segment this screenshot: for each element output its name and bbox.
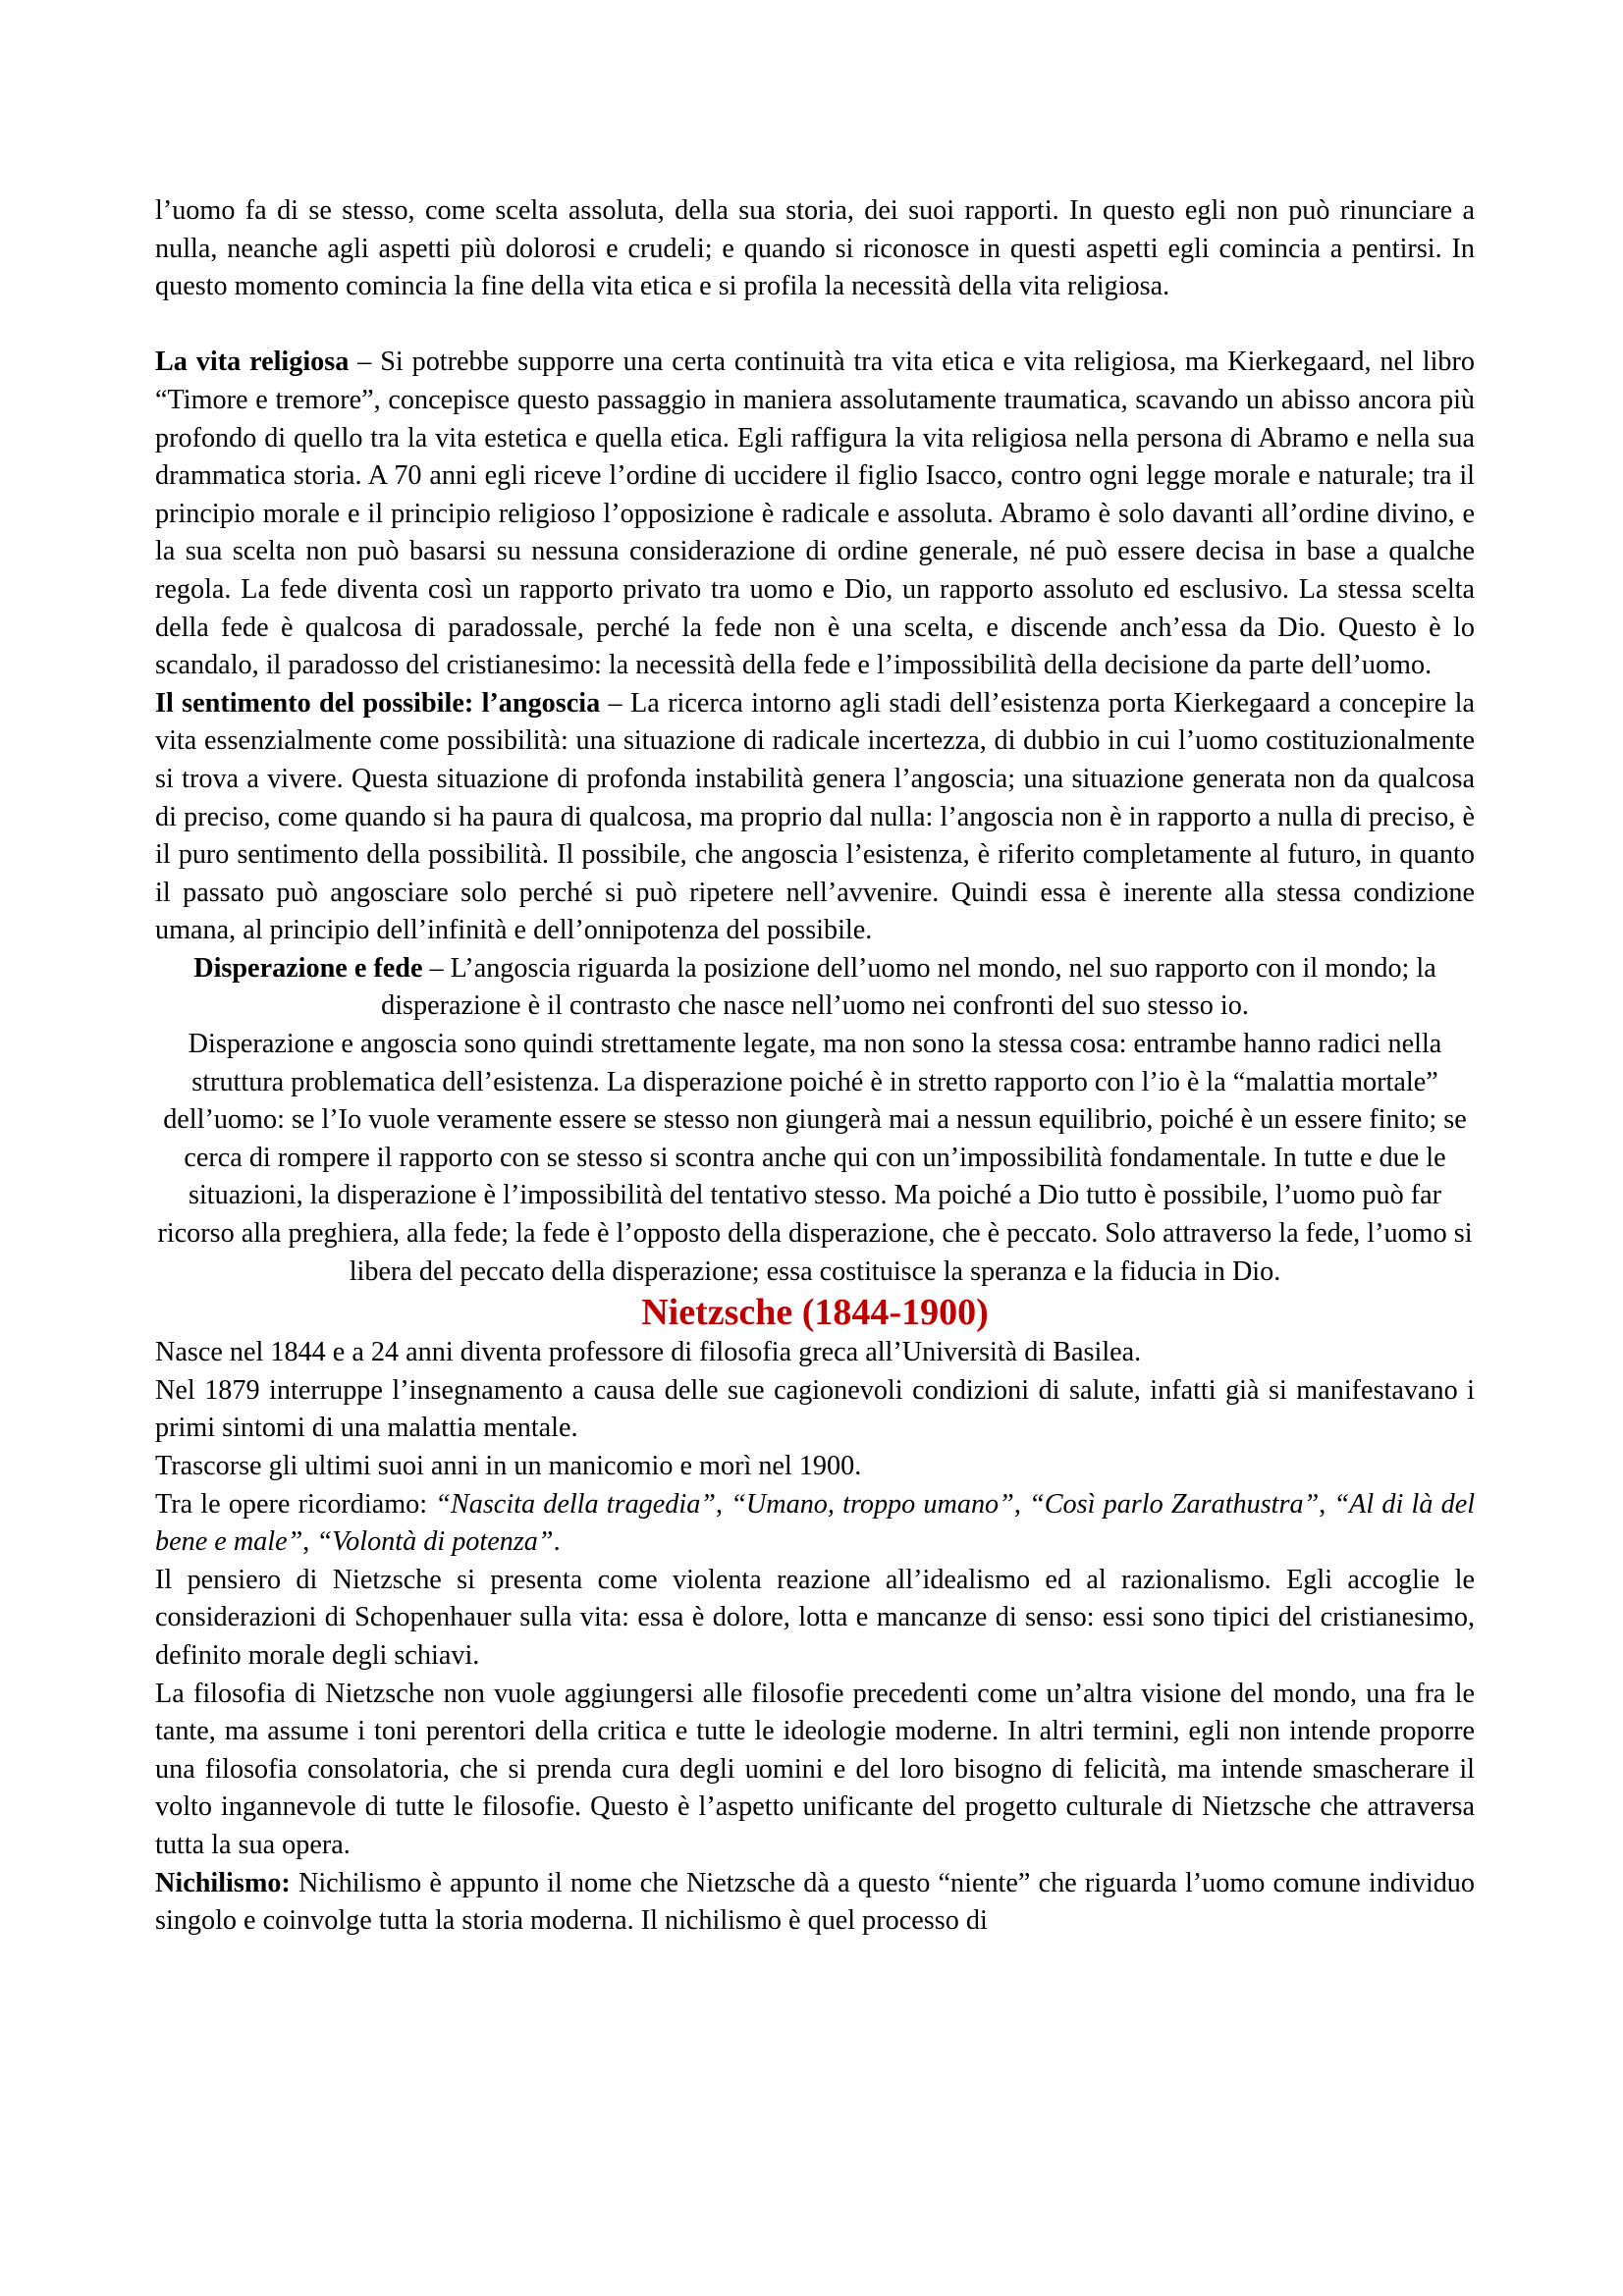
heading-nichilismo: Nichilismo: [155,1867,291,1898]
heading-disperazione: Disperazione e fede [193,952,423,984]
paragraph-nichilismo [155,1865,1475,1941]
work-title: “Volontà di potenza” [316,1526,554,1558]
paragraph-filosofia: La filosofia di Nietzsche non vuole aggiungersi alle filosofie precedenti come un’altra visione del mondo, una fra le tante, ma assume i toni perentori della critica e tutte le ideologie moderne. In altri termini, egli non intende proporre una filosofia consolatoria, che si prenda cura degli uomini e del loro bisogno di felicità, ma intende smascherare il volto ingannevole di tutte le filosofie. Questo è l’aspetto unificante del progetto culturale di Nietzsche che attraversa tutta la sua opera. [155,1678,1475,1860]
works-separator: , [1319,1488,1334,1520]
paragraph-vita-etica-end: l’uomo fa di se stesso, come scelta assoluta, della sua storia, dei suoi rapporti. In questo egli non può rinunciare a nulla, neanche agli aspetti più dolorosi e crudeli; e quando si riconosce in questi aspetti egli comincia a pentirsi. In questo momento comincia la fine della vita etica e si profila la necessità della vita religiosa. [155,195,1475,302]
works-end: . [553,1526,561,1558]
text-vita-religiosa: – Si potrebbe supporre una certa continuità tra vita etica e vita religiosa, ma Kierkegaard, nel libro “Timore e tremore”, concepisce questo passaggio in maniera assolutamente traumatica, scavando un abisso ancora più profondo di quello tra la vita estetica e quella etica. Egli raffigura la vita religiosa nella persona di Abramo e nella sua drammatica storia. A 70 anni egli riceve l’ordine di uccidere il figlio Isacco, contro ogni legge morale e naturale; tra il principio morale e il principio religioso l’opposizione è radicale e assoluta. Abramo è solo davanti all’ordine divino, e la sua scelta non può basarsi su nessuna considerazione di ordine generale, né può essere decisa in base a qualche regola. La fede diventa così un rapporto privato tra uomo e Dio, un rapporto assoluto ed esclusivo. La stessa scelta della fede è qualcosa di paradossale, perché la fede non è una scelta, e discende anch’essa da Dio. Questo è lo scandalo, il paradosso del cristianesimo: la necessità della fede e l’impossibilità della decisione da parte dell’uomo. [155,347,1475,681]
text-nichilismo: Nichilismo è appunto il nome che Nietzsche dà a questo “niente” che riguarda l’uomo comune individuo singolo e coinvolge tutta la storia moderna. Il nichilismo è quel processo di [155,1867,1475,1937]
paragraph-disperazione-2: Disperazione e angoscia sono quindi strettamente legate, ma non sono la stessa cosa: entrambe hanno radici nella struttura problematica dell’esistenza. La disperazione poiché è in stretto rapporto con l’io è la “malattia mortale” dell’uomo: se l’Io vuole veramente essere se stesso non giungerà mai a nessun equilibrio, poiché è un essere finito; se cerca di rompere il rapporto con se stesso si scontra anche qui con un’impossibilità fondamentale. In tutte e due le situazioni, la disperazione è l’impossibilità del tentativo stesso. Ma poiché a Dio tutto è possibile, l’uomo può far ricorso alla preghiera, alla fede; la fede è l’opposto della disperazione, che è peccato. Solo attraverso la fede, l’uomo si libera del peccato della disperazione; essa costituisce la speranza e la fiducia in Dio. [157,1029,1473,1287]
section-title-nietzsche: Nietzsche (1844-1900) [641,1292,989,1334]
works-separator: , [715,1488,731,1520]
paragraph-vita-religiosa [155,344,1475,684]
paragraph-disperazione [155,950,1475,1026]
heading-angoscia: Il sentimento del possibile: l’angoscia [155,687,601,719]
work-title: “Al di là del bene e male” [155,1488,1476,1558]
paragraph-bio-2: Nel 1879 interruppe l’insegnamento a causa delle sue cagionevoli condizioni di salute, infatti già si manifestavano i primi sintomi di una malattia mentale. [155,1374,1475,1444]
heading-vita-religiosa: La vita religiosa [155,347,350,378]
works-separator: , [1013,1488,1030,1520]
paragraph-gap [155,306,1475,345]
paragraph-angoscia [155,685,1475,950]
work-title: “Nascita della tragedia” [435,1488,716,1520]
works-separator: , [302,1526,317,1558]
paragraph-pensiero: Il pensiero di Nietzsche si presenta come violenta reazione all’idealismo ed al razionalismo. Egli accoglie le considerazioni di Schopenhauer sulla vita: essa è dolore, lotta e mancanze di senso: essi sono tipici del cristianesimo, definito morale degli schiavi. [155,1564,1475,1671]
paragraph-works [155,1486,1475,1562]
page-content [155,192,1475,1941]
paragraph-bio-1: Nasce nel 1844 e a 24 anni diventa professore di filosofia greca all’Università di Basilea. [155,1337,1142,1368]
text-angoscia: – La ricerca intorno agli stadi dell’esistenza porta Kierkegaard a concepire la vita essenzialmente come possibilità: una situazione di radicale incertezza, di dubbio in cui l’uomo costituzionalmente si trova a vivere. Questa situazione di profonda instabilità genera l’angoscia; una situazione generata non da qualcosa di preciso, come quando si ha paura di qualcosa, ma proprio dal nulla: l’angoscia non è in rapporto a nulla di preciso, è il puro sentimento della possibilità. Il possibile, che angoscia l’esistenza, è riferito completamente al futuro, in quanto il passato può angosciare solo perché si può ripetere nell’avvenire. Quindi essa è inerente alla stessa condizione umana, al principio dell’infinità e dell’onnipotenza del possibile. [155,687,1475,946]
work-title: “Così parlo Zarathustra” [1029,1488,1320,1520]
text-disperazione: – L’angoscia riguarda la posizione dell’uomo nel mondo, nel suo rapporto con il mondo; la disperazione è il contrasto che nasce nell’uomo nei confronti del suo stesso io. [381,952,1436,1022]
work-title: “Umano, troppo umano” [730,1488,1014,1520]
works-intro: Tra le opere ricordiamo: [155,1488,436,1520]
paragraph-bio-3: Trascorse gli ultimi suoi anni in un manicomio e morì nel 1900. [155,1451,862,1481]
